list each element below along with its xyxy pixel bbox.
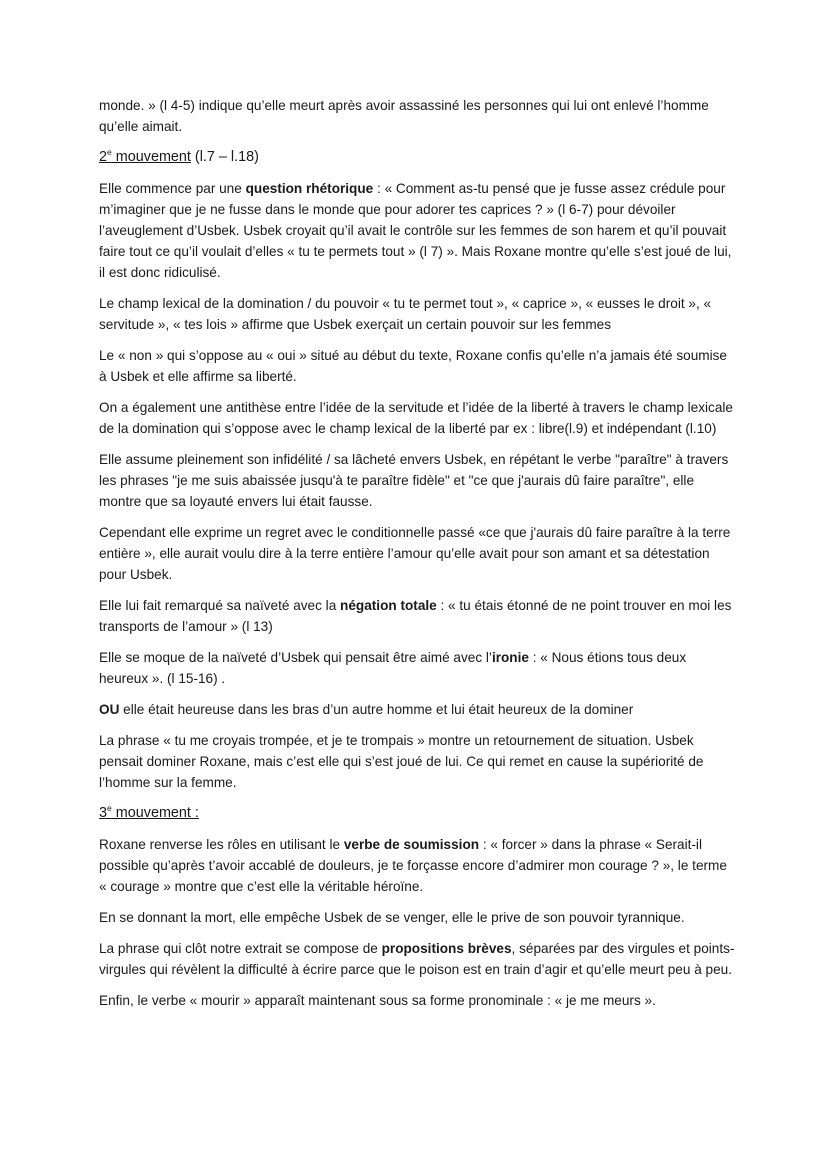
bold-term: question rhétorique [245, 181, 374, 196]
heading-title: mouvement : [111, 805, 199, 821]
paragraph-lexical-domination: Le champ lexical de la domination / du pouvoir « tu te permet tout », « caprice », « eusses le droit », « servitude », « tes lois » affirme que Usbek exerçait un certain pouvoir sur les femmes [99, 296, 712, 332]
paragraph-alternative: OU elle était heureuse dans les bras d’un autre homme et lui était heureux de la dominer [99, 702, 634, 717]
paragraph-pronominal-verb: Enfin, le verbe « mourir » apparaît maintenant sous sa forme pronominale : « je me meurs ». [99, 993, 656, 1008]
paragraph-intro-continuation: monde. » (l 4-5) indique qu’elle meurt après avoir assassiné les personnes qui lui ont enlevé l’homme qu’elle aimait. [99, 98, 709, 134]
heading-superscript: e [107, 803, 112, 814]
paragraph-reversal: La phrase « tu me croyais trompée, et je te trompais » montre un retournement de situation. Usbek pensait dominer Roxane, mais c’est elle qui s’est joué de lui. Ce qui remet en cause la supériorité de l’homme sur la femme. [99, 733, 704, 790]
paragraph-rhetorical-question: Elle commence par une question rhétorique : « Comment as-tu pensé que je fusse assez crédule pour m’imaginer que je ne fusse dans le monde que pour adorer tes caprices ? » (l 6-7) pour dévoiler l’aveuglement d’Usbek. Usbek croyait qu’il avait le contrôle sur les femmes de son harem et qu’il pouvait faire tout ce qu’il voulait d’elles « tu te permets tout » (l 7) ». Mais Roxane montre qu’elle s’est joué de lui, il est donc ridiculisé. [99, 181, 732, 280]
paragraph-short-clauses: La phrase qui clôt notre extrait se compose de propositions brèves, séparées par des virgules et points-virgules qui révèlent la difficulté à écrire parce que le poison est en train d’agir et qu’elle meurt peu à peu. [99, 941, 735, 977]
paragraph-submission-verb: Roxane renverse les rôles en utilisant le verbe de soumission : « forcer » dans la phrase « Serait-il possible qu’après t’avoir accablé de douleurs, je te forçasse encore d’admirer mon courage ? », le terme « courage » montre que c’est elle la véritable héroïne. [99, 837, 727, 894]
paragraph-irony: Elle se moque de la naïveté d’Usbek qui pensait être aimé avec l’ironie : « Nous étions tous deux heureux ». (l 15-16) . [99, 650, 687, 686]
paragraph-infidelity: Elle assume pleinement son infidélité / sa lâcheté envers Usbek, en répétant le verbe "paraître" à travers les phrases "je me suis abaissée jusqu'à te paraître fidèle" et "ce que j'aurais dû faire paraître", elle montre que sa loyauté envers lui était fausse. [99, 452, 729, 509]
heading-title: mouvement [111, 149, 191, 165]
heading-line-range: (l.7 – l.18) [190, 149, 259, 165]
heading-number: 3 [99, 805, 108, 821]
heading-superscript: e [107, 147, 112, 158]
paragraph-regret: Cependant elle exprime un regret avec le conditionnelle passé «ce que j'aurais dû faire paraître à la terre entière », elle aurait voulu dire à la terre entière l’amour qu’elle avait pour son amant et sa détestation pour Usbek. [99, 525, 731, 582]
bold-term: ironie [491, 650, 529, 665]
heading-second-movement [99, 147, 735, 168]
paragraph-antithesis: On a également une antithèse entre l’idée de la servitude et l’idée de la liberté à travers le champ lexicale de la domination qui s’oppose avec le champ lexical de la liberté par ex : libre(l.9) et indépendant (l.10) [99, 400, 733, 436]
heading-number: 2 [99, 149, 108, 165]
bold-term: OU [99, 702, 120, 717]
document-page [99, 95, 735, 1021]
bold-term: verbe de soumission [343, 837, 480, 852]
paragraph-total-negation: Elle lui fait remarqué sa naïveté avec la négation totale : « tu étais étonné de ne point trouver en moi les transports de l’amour » (l 13) [99, 598, 732, 634]
paragraph-non-oui: Le « non » qui s’oppose au « oui » situé au début du texte, Roxane confis qu’elle n’a jamais été soumise à Usbek et elle affirme sa liberté. [99, 348, 727, 384]
bold-term: propositions brèves [381, 941, 512, 956]
heading-third-movement [99, 803, 735, 824]
bold-term: négation totale [340, 598, 437, 613]
paragraph-death-revenge: En se donnant la mort, elle empêche Usbek de se venger, elle le prive de son pouvoir tyrannique. [99, 910, 685, 925]
